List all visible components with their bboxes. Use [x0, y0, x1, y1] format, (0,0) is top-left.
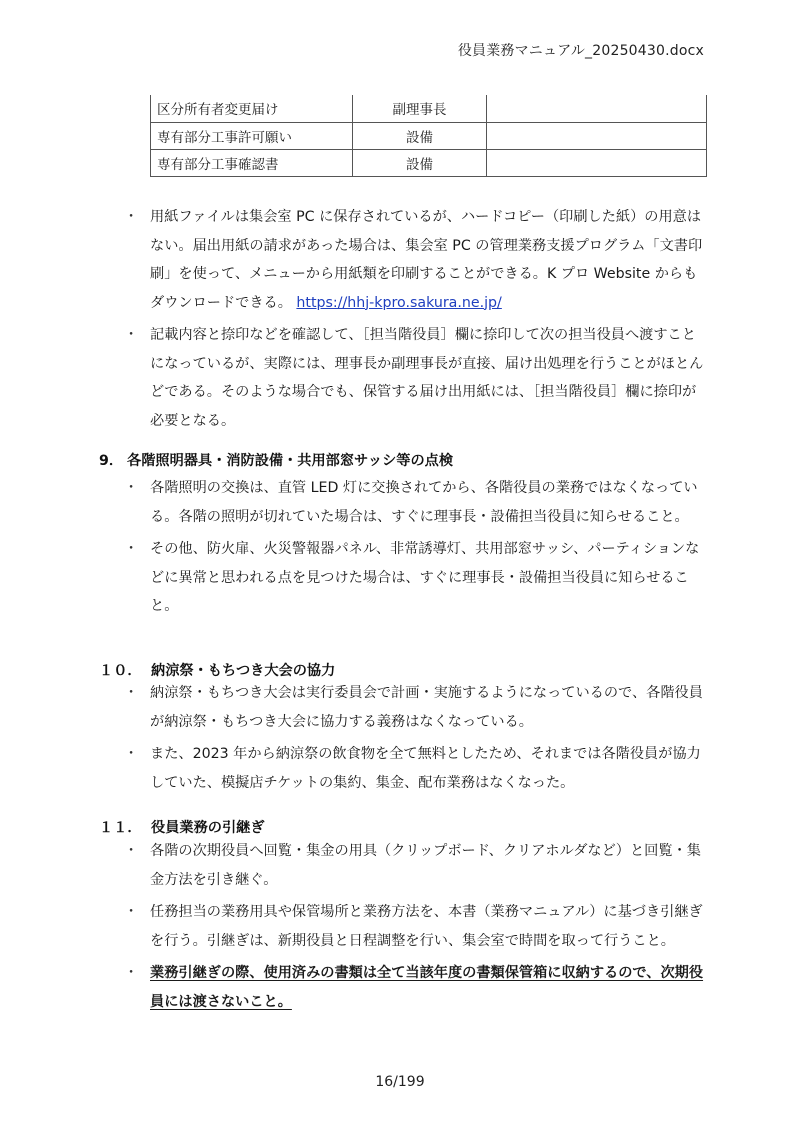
section9-bullet-list [0, 474, 800, 625]
bullet-text: 各階の次期役員へ回覧・集金の用具（クリップボード、クリアホルダなど）と回覧・集金方法を引き継ぐ。 [150, 843, 701, 888]
form-assignment-table [150, 95, 707, 177]
table-row [151, 122, 707, 149]
table-row [151, 149, 707, 176]
table-cell: 専有部分工事許可願い [151, 122, 353, 149]
section-title: 役員業務の引継ぎ [151, 820, 265, 836]
list-item [124, 321, 705, 435]
section-title: 納涼祭・もちつき大会の協力 [151, 663, 336, 679]
document-filename: 役員業務マニュアル_20250430.docx [457, 43, 704, 59]
list-item [124, 535, 705, 621]
intro-bullet-list [0, 203, 800, 439]
table-cell: 専有部分工事確認書 [151, 149, 353, 176]
bullet-text: 記載内容と捺印などを確認して、［担当階役員］欄に捺印して次の担当役員へ渡すことになっているが、実際には、理事長か副理事長が直接、届け出処理を行うことがほとんどである。そのような場合でも、保管する届け出用紙には、［担当階役員］欄に捺印が必要となる。 [150, 327, 704, 429]
table-cell [487, 95, 707, 122]
bullet-marker: ・ [124, 541, 139, 557]
bullet-marker: ・ [124, 965, 139, 981]
list-item [124, 203, 705, 317]
section10-bullet-list [0, 679, 800, 801]
bullet-marker: ・ [124, 480, 139, 496]
list-item [124, 474, 705, 531]
bullet-marker: ・ [124, 904, 139, 920]
bullet-marker: ・ [124, 746, 139, 762]
kpro-website-link[interactable]: https://hhj-kpro.sakura.ne.jp/ [296, 294, 502, 311]
section-heading [99, 660, 335, 680]
section-heading [99, 450, 453, 470]
bullet-text: 任務担当の業務用具や保管場所と業務方法を、本書（業務マニュアル）に基づき引継ぎを行う。引継ぎは、新期役員と日程調整を行い、集会室で時間を取って行うこと。 [150, 904, 703, 949]
bullet-marker: ・ [124, 843, 139, 859]
list-item [124, 959, 705, 1016]
list-item [124, 898, 705, 955]
bullet-marker: ・ [124, 685, 139, 701]
table-cell: 設備 [353, 122, 487, 149]
list-item [124, 740, 705, 797]
emphasized-bullet-text: 業務引継ぎの際、使用済みの書類は全て当該年度の書類保管箱に収納するので、次期役員には渡さないこと。 [150, 965, 704, 1010]
section-heading [99, 817, 265, 837]
bullet-text: 各階照明の交換は、直管 LED 灯に交換されてから、各階役員の業務ではなくなっている。各階の照明が切れていた場合は、すぐに理事長・設備担当役員に知らせること。 [150, 480, 698, 525]
bullet-marker: ・ [124, 327, 139, 343]
bullet-text: 納涼祭・もちつき大会は実行委員会で計画・実施するようになっているので、各階役員が納涼祭・もちつき大会に協力する義務はなくなっている。 [150, 685, 703, 730]
section-title: 各階照明器具・消防設備・共用部窓サッシ等の点検 [127, 453, 454, 469]
list-item [124, 837, 705, 894]
bullet-text: また、2023 年から納涼祭の飲食物を全て無料としたため、それまでは各階役員が協力していた、模擬店チケットの集約、集金、配布業務はなくなった。 [150, 746, 701, 791]
table-cell: 区分所有者変更届け [151, 95, 353, 122]
list-item [124, 679, 705, 736]
bullet-text: 用紙ファイルは集会室 PC に保存されているが、ハードコピー（印刷した紙）の用意はない。届出用紙の請求があった場合は、集会室 PC の管理業務支援プログラム「文書印刷」を使って、メニューから用紙類を印刷することができる。K プロ Website からもダウンロードできる。 [150, 209, 703, 311]
table-cell [487, 122, 707, 149]
table-cell: 設備 [353, 149, 487, 176]
table-cell: 副理事長 [353, 95, 487, 122]
page-number: 16/199 [375, 1074, 425, 1090]
table-cell [487, 149, 707, 176]
section-number: 9． [99, 453, 124, 469]
bullet-text: その他、防火扉、火災警報器パネル、非常誘導灯、共用部窓サッシ、パーティションなどに異常と思われる点を見つけた場合は、すぐに理事長・設備担当役員に知らせること。 [150, 541, 700, 614]
section11-bullet-list [0, 837, 800, 1020]
table-row [151, 95, 707, 122]
section-number: １０． [99, 663, 142, 679]
bullet-marker: ・ [124, 209, 139, 225]
section-number: １１． [99, 820, 142, 836]
